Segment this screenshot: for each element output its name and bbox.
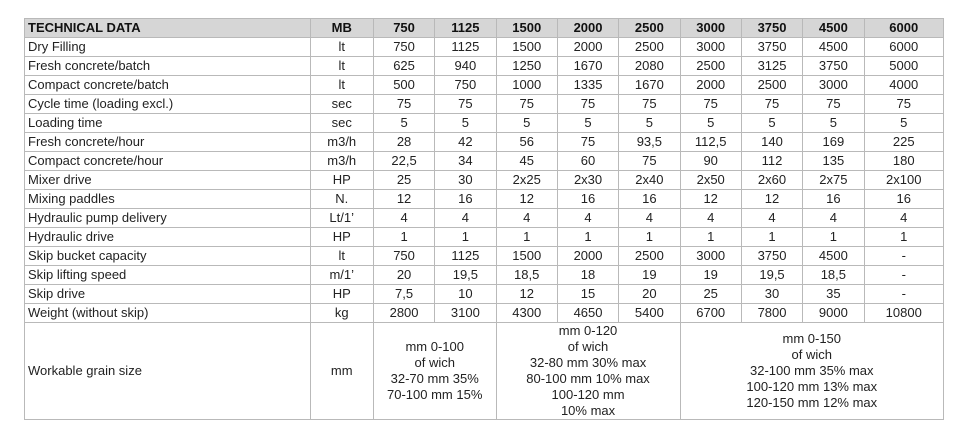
table-cell: 2500: [619, 38, 680, 57]
header-unit: MB: [310, 19, 373, 38]
table-cell: 2500: [619, 247, 680, 266]
table-cell: 500: [373, 76, 434, 95]
row-unit: m/1’: [310, 266, 373, 285]
table-cell: 112: [741, 152, 802, 171]
row-label: Fresh concrete/hour: [25, 133, 311, 152]
grain-line: mm 0-120: [558, 323, 618, 338]
table-cell: 30: [741, 285, 802, 304]
table-cell: 4500: [803, 247, 864, 266]
table-cell: 180: [864, 152, 943, 171]
table-row: [25, 190, 944, 209]
table-cell: 2x60: [741, 171, 802, 190]
table-cell: 1250: [496, 57, 557, 76]
row-label: Loading time: [25, 114, 311, 133]
row-label: Workable grain size: [25, 323, 311, 420]
table-row: [25, 133, 944, 152]
table-cell: 19: [619, 266, 680, 285]
table-cell: 5: [619, 114, 680, 133]
table-cell: 75: [557, 95, 618, 114]
table-cell: 2800: [373, 304, 434, 323]
grain-line: 10% max: [560, 403, 616, 418]
table-cell: 2x40: [619, 171, 680, 190]
table-cell: 16: [619, 190, 680, 209]
table-cell: 4300: [496, 304, 557, 323]
table-cell: 56: [496, 133, 557, 152]
row-label: Compact concrete/hour: [25, 152, 311, 171]
table-cell: 2000: [557, 38, 618, 57]
table-cell: 1: [619, 228, 680, 247]
table-row: [25, 152, 944, 171]
table-cell: 10: [435, 285, 496, 304]
table-cell: 1: [741, 228, 802, 247]
table-cell: 19,5: [435, 266, 496, 285]
table-cell: 19: [680, 266, 741, 285]
table-cell: -: [864, 285, 943, 304]
table-cell: 1670: [557, 57, 618, 76]
table-cell: 1: [373, 228, 434, 247]
grain-group-1: [373, 323, 496, 420]
table-cell: 5: [435, 114, 496, 133]
table-row: [25, 114, 944, 133]
header-model: 3000: [680, 19, 741, 38]
row-label: Hydraulic drive: [25, 228, 311, 247]
table-cell: 2500: [741, 76, 802, 95]
table-cell: 3100: [435, 304, 496, 323]
table-cell: 3750: [803, 57, 864, 76]
table-cell: 4: [435, 209, 496, 228]
row-unit: HP: [310, 285, 373, 304]
table-cell: -: [864, 247, 943, 266]
table-cell: 5: [557, 114, 618, 133]
grain-line: of wich: [791, 347, 832, 362]
table-cell: 4000: [864, 76, 943, 95]
table-cell: 12: [496, 190, 557, 209]
row-unit: mm: [310, 323, 373, 420]
table-cell: 75: [741, 95, 802, 114]
row-unit: Lt/1’: [310, 209, 373, 228]
table-cell: 1335: [557, 76, 618, 95]
table-cell: 7800: [741, 304, 802, 323]
table-cell: 2500: [680, 57, 741, 76]
table-cell: 5: [373, 114, 434, 133]
row-unit: sec: [310, 114, 373, 133]
grain-line: 70-100 mm 15%: [387, 387, 483, 402]
row-unit: kg: [310, 304, 373, 323]
table-cell: 2x75: [803, 171, 864, 190]
table-cell: 1500: [496, 38, 557, 57]
table-row: [25, 57, 944, 76]
grain-line: 120-150 mm 12% max: [746, 395, 878, 410]
table-cell: 750: [435, 76, 496, 95]
grain-line: mm 0-100: [405, 339, 464, 354]
row-label: Cycle time (loading excl.): [25, 95, 311, 114]
row-label: Dry Filling: [25, 38, 311, 57]
table-cell: 42: [435, 133, 496, 152]
table-cell: 1: [496, 228, 557, 247]
row-label: Skip drive: [25, 285, 311, 304]
table-cell: 4650: [557, 304, 618, 323]
table-cell: 19,5: [741, 266, 802, 285]
grain-line: 32-100 mm 35% max: [749, 363, 874, 378]
table-cell: 20: [619, 285, 680, 304]
table-cell: 4: [680, 209, 741, 228]
table-cell: 12: [496, 285, 557, 304]
header-title: TECHNICAL DATA: [25, 19, 311, 38]
table-cell: 4: [803, 209, 864, 228]
table-cell: 1: [803, 228, 864, 247]
table-cell: 5: [864, 114, 943, 133]
table-cell: 18,5: [496, 266, 557, 285]
table-cell: 5: [741, 114, 802, 133]
table-cell: 4: [557, 209, 618, 228]
table-cell: 3000: [680, 38, 741, 57]
table-cell: 75: [619, 95, 680, 114]
table-cell: 4: [741, 209, 802, 228]
row-unit: sec: [310, 95, 373, 114]
table-cell: 10800: [864, 304, 943, 323]
row-label: Compact concrete/batch: [25, 76, 311, 95]
row-unit: N.: [310, 190, 373, 209]
table-cell: 20: [373, 266, 434, 285]
table-cell: 16: [864, 190, 943, 209]
row-unit: lt: [310, 76, 373, 95]
table-cell: 12: [741, 190, 802, 209]
row-unit: lt: [310, 38, 373, 57]
table-cell: 28: [373, 133, 434, 152]
table-cell: 5000: [864, 57, 943, 76]
row-unit: m3/h: [310, 152, 373, 171]
table-cell: 60: [557, 152, 618, 171]
table-cell: 35: [803, 285, 864, 304]
table-row: [25, 266, 944, 285]
row-label: Mixer drive: [25, 171, 311, 190]
grain-size-row: [25, 323, 944, 420]
table-cell: 1125: [435, 38, 496, 57]
table-cell: 625: [373, 57, 434, 76]
header-model: 750: [373, 19, 434, 38]
table-cell: 75: [680, 95, 741, 114]
table-row: [25, 285, 944, 304]
table-cell: 5: [496, 114, 557, 133]
table-cell: 34: [435, 152, 496, 171]
table-cell: 4500: [803, 38, 864, 57]
grain-line: mm 0-150: [782, 331, 842, 346]
grain-line: 100-120 mm 13% max: [746, 379, 878, 394]
table-cell: 1125: [435, 247, 496, 266]
grain-line: of wich: [414, 355, 455, 370]
table-cell: 16: [803, 190, 864, 209]
table-cell: 112,5: [680, 133, 741, 152]
table-cell: 6700: [680, 304, 741, 323]
row-label: Weight (without skip): [25, 304, 311, 323]
table-cell: 6000: [864, 38, 943, 57]
header-model: 2500: [619, 19, 680, 38]
table-cell: 750: [373, 247, 434, 266]
header-model: 1500: [496, 19, 557, 38]
table-cell: 140: [741, 133, 802, 152]
table-row: [25, 304, 944, 323]
table-cell: 5: [803, 114, 864, 133]
table-cell: 1: [557, 228, 618, 247]
grain-line: 80-100 mm 10% max: [526, 371, 650, 386]
table-row: [25, 171, 944, 190]
header-model: 4500: [803, 19, 864, 38]
row-unit: lt: [310, 57, 373, 76]
table-cell: 12: [373, 190, 434, 209]
table-cell: 18,5: [803, 266, 864, 285]
table-cell: 16: [435, 190, 496, 209]
table-cell: 750: [373, 38, 434, 57]
row-unit: HP: [310, 228, 373, 247]
table-cell: 75: [864, 95, 943, 114]
header-row: [25, 19, 944, 38]
table-cell: 2x100: [864, 171, 943, 190]
table-cell: 30: [435, 171, 496, 190]
grain-line: 100-120 mm: [551, 387, 625, 402]
table-cell: 22,5: [373, 152, 434, 171]
table-row: [25, 228, 944, 247]
grain-line: 32-80 mm 30% max: [529, 355, 647, 370]
table-cell: 2000: [557, 247, 618, 266]
table-cell: 2x30: [557, 171, 618, 190]
table-cell: 1: [680, 228, 741, 247]
header-model: 3750: [741, 19, 802, 38]
table-cell: 225: [864, 133, 943, 152]
table-cell: 5400: [619, 304, 680, 323]
grain-group-2: [496, 323, 680, 420]
table-row: [25, 95, 944, 114]
table-cell: 75: [557, 133, 618, 152]
table-cell: 2x25: [496, 171, 557, 190]
table-cell: 12: [680, 190, 741, 209]
table-row: [25, 38, 944, 57]
table-cell: 1: [864, 228, 943, 247]
table-cell: 4: [496, 209, 557, 228]
table-cell: 90: [680, 152, 741, 171]
table-cell: 75: [619, 152, 680, 171]
row-unit: lt: [310, 247, 373, 266]
grain-line: of wich: [567, 339, 609, 354]
table-cell: 2080: [619, 57, 680, 76]
table-cell: 3750: [741, 38, 802, 57]
table-cell: 4: [864, 209, 943, 228]
table-cell: 2000: [680, 76, 741, 95]
header-model: 1125: [435, 19, 496, 38]
table-cell: 18: [557, 266, 618, 285]
row-label: Skip bucket capacity: [25, 247, 311, 266]
table-row: [25, 247, 944, 266]
table-cell: 3750: [741, 247, 802, 266]
row-label: Mixing paddles: [25, 190, 311, 209]
table-cell: 7,5: [373, 285, 434, 304]
table-cell: 940: [435, 57, 496, 76]
table-cell: 75: [496, 95, 557, 114]
table-cell: 4: [619, 209, 680, 228]
table-cell: 1: [435, 228, 496, 247]
table-row: [25, 209, 944, 228]
table-cell: 15: [557, 285, 618, 304]
table-cell: 1670: [619, 76, 680, 95]
row-label: Fresh concrete/batch: [25, 57, 311, 76]
table-cell: 169: [803, 133, 864, 152]
table-cell: 135: [803, 152, 864, 171]
table-cell: 5: [680, 114, 741, 133]
table-cell: 9000: [803, 304, 864, 323]
table-cell: 45: [496, 152, 557, 171]
table-cell: 3000: [680, 247, 741, 266]
table-cell: 16: [557, 190, 618, 209]
table-cell: -: [864, 266, 943, 285]
table-cell: 1000: [496, 76, 557, 95]
grain-line: 32-70 mm 35%: [390, 371, 479, 386]
table-cell: 3125: [741, 57, 802, 76]
row-unit: HP: [310, 171, 373, 190]
table-cell: 25: [373, 171, 434, 190]
table-cell: 75: [373, 95, 434, 114]
technical-data-table: [24, 18, 944, 420]
table-cell: 2x50: [680, 171, 741, 190]
row-label: Skip lifting speed: [25, 266, 311, 285]
header-model: 2000: [557, 19, 618, 38]
table-cell: 4: [373, 209, 434, 228]
table-row: [25, 76, 944, 95]
table-cell: 1500: [496, 247, 557, 266]
row-label: Hydraulic pump delivery: [25, 209, 311, 228]
grain-group-3: [680, 323, 943, 420]
table-cell: 25: [680, 285, 741, 304]
table-cell: 75: [803, 95, 864, 114]
header-model: 6000: [864, 19, 943, 38]
table-cell: 3000: [803, 76, 864, 95]
table-cell: 93,5: [619, 133, 680, 152]
table-cell: 75: [435, 95, 496, 114]
row-unit: m3/h: [310, 133, 373, 152]
